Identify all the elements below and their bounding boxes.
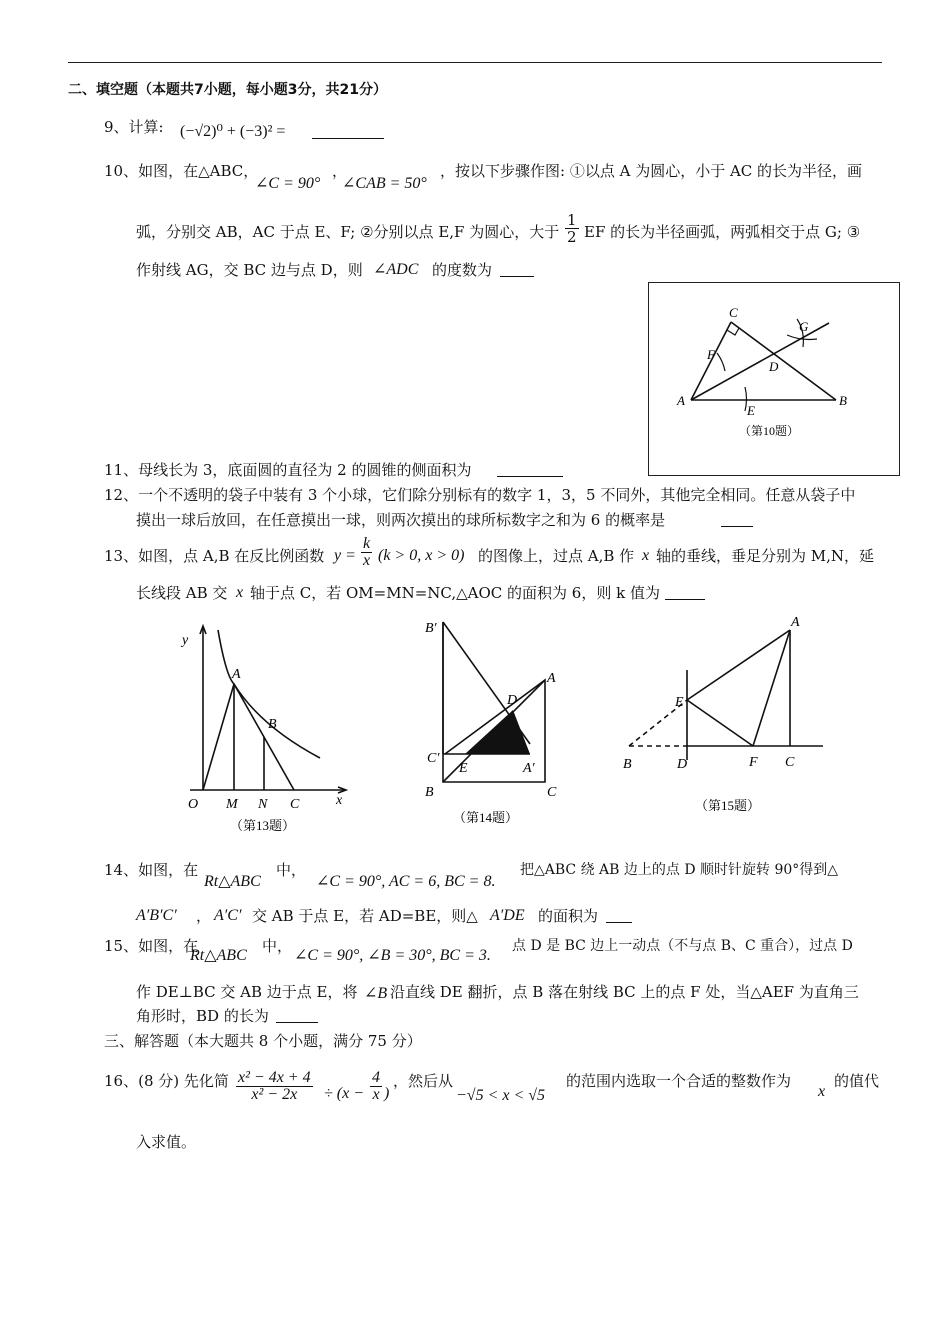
q10-text-1: ，按以下步骤作图: ①以点 A 为圆心，小于 AC 的长为半径，画 <box>440 162 863 180</box>
q13-func-lhs: y = <box>334 547 356 564</box>
figure-14 <box>415 612 575 832</box>
label-g: G <box>799 319 809 334</box>
label-y: y <box>182 633 189 648</box>
q10-condition-c: ∠C = 90° <box>255 175 321 192</box>
q16-text-3: 的值代 <box>834 1072 880 1090</box>
q15-angle-b: ∠B <box>364 985 388 1002</box>
q15-triangle: Rt△ABC <box>190 947 247 964</box>
q13-text-1a: 13、如图，点 A,B 在反比例函数 <box>104 547 325 565</box>
segment-cb <box>731 322 836 400</box>
q10-text-2b: EF 的长为半径画弧，两弧相交于点 G; ③ <box>584 223 861 241</box>
q14-triangle: Rt△ABC <box>204 873 261 890</box>
figure-10-caption: （第10题） <box>739 424 800 438</box>
label-e: E <box>459 761 468 776</box>
q14-mid: 中， <box>276 861 307 879</box>
q16-range: −√5 < x < √5 <box>456 1087 546 1104</box>
label-b: B <box>425 785 434 800</box>
q10-angle-adc: ∠ADC <box>373 261 419 278</box>
label-m: M <box>226 797 238 812</box>
q16-var-x: x <box>818 1083 826 1100</box>
label-c-prime: C′ <box>427 751 440 766</box>
triangle-abc-dashed <box>443 622 545 782</box>
q9-answer-blank[interactable] <box>312 124 384 139</box>
q10-text-2a: 弧，分别交 AB，AC 于点 E、F; ②分别以点 E,F 为圆心，大于 <box>136 223 560 241</box>
q9-expression: (−√2)⁰ + (−3)² = <box>180 123 286 140</box>
label-x: x <box>336 793 343 808</box>
label-f: F <box>707 347 715 362</box>
label-o: O <box>188 797 199 812</box>
q15-condition: ∠C = 90°, ∠B = 30°, BC = 3. <box>294 947 491 964</box>
label-n: N <box>258 797 268 812</box>
q11-text: 11、母线长为 3，底面圆的直径为 2 的圆锥的侧面积为 <box>104 461 472 479</box>
segment-fa <box>753 630 790 746</box>
q16-fraction-main: $\frac{\text{x² − 4x + 4}}{\text{x² − 2x}}$ <box>238 1069 311 1103</box>
q14-condition: ∠C = 90°, AC = 6, BC = 8. <box>316 873 496 890</box>
label-a: A <box>791 615 800 630</box>
q12-text-2: 摸出一球后放回，在任意摸出一球，则两次摸出的球所标数字之和为 6 的概率是 <box>136 511 666 529</box>
q15-text-1: 点 D 是 BC 边上一动点（不与点 B、C 重合），过点 D <box>512 938 853 954</box>
q14-text-3: 的面积为 <box>538 907 599 925</box>
q13-text-2b: 轴于点 C，若 OM=MN=NC,△AOC 的面积为 6，则 k 值为 <box>250 584 660 602</box>
segment-ea <box>687 630 790 700</box>
q15-answer-blank[interactable] <box>276 1008 318 1023</box>
q16-text-line2: 入求值。 <box>136 1133 197 1151</box>
q14-triangle-2: A′B′C′ <box>136 907 177 924</box>
q15-label: 15、如图，在 <box>104 937 199 955</box>
q13-text-1c: 轴的垂线，垂足分别为 M,N，延 <box>656 547 875 565</box>
label-a: A <box>677 393 685 408</box>
q13-text-2a: 长线段 AB 交 <box>136 584 228 602</box>
q13-var-x: x <box>642 547 650 564</box>
label-b-prime: B′ <box>425 621 437 636</box>
arc-f <box>717 353 725 371</box>
label-e: E <box>675 695 684 710</box>
label-b: B <box>839 393 847 408</box>
figure-13-caption: （第13题） <box>230 818 296 833</box>
header-rule <box>68 62 882 63</box>
label-c: C <box>785 755 795 770</box>
figure-10 <box>648 282 900 476</box>
label-d: D <box>677 757 688 772</box>
label-b: B <box>623 757 632 772</box>
label-c: C <box>729 305 738 320</box>
q14-text-1: 把△ABC 绕 AB 边上的点 D 顺时针旋转 90°得到△ <box>520 862 839 878</box>
q15-text-2a: 作 DE⊥BC 交 AB 边于点 E，将 <box>136 983 358 1001</box>
q16-text-2: 的范围内选取一个合适的整数作为 <box>566 1072 792 1090</box>
q15-text-2b: 沿直线 DE 翻折，点 B 落在射线 BC 上的点 F 处，当△AEF 为直角三 <box>390 983 859 1001</box>
q14-answer-blank[interactable] <box>606 908 632 923</box>
q14-separator: ， <box>196 907 212 925</box>
label-d: D <box>769 359 779 374</box>
q14-triangle-3: A′DE <box>490 907 525 924</box>
q10-answer-blank[interactable] <box>500 262 534 277</box>
q10-label: 10、如图，在△ABC， <box>104 162 259 180</box>
q16-label: 16、(8 分) 先化简 <box>104 1072 229 1090</box>
label-a: A <box>547 671 556 686</box>
q10-fraction: $\frac{1}{2}$ <box>567 211 577 246</box>
label-c: C <box>290 797 300 812</box>
segment-oa <box>203 684 234 790</box>
q13-var-x-2: x <box>236 584 244 601</box>
q13-func-frac: $\frac{k}{x}$ <box>363 535 371 569</box>
q11-answer-blank[interactable] <box>497 462 563 477</box>
q10-condition-cab: ∠CAB = 50° <box>342 175 427 192</box>
label-d: D <box>507 693 518 708</box>
segment-ef <box>687 700 753 746</box>
label-a-prime: A′ <box>523 761 535 776</box>
section-3-title: 三、解答题（本大题共 8 个小题，满分 75 分） <box>104 1032 422 1050</box>
q13-text-1b: 的图像上，过点 A,B 作 <box>478 547 635 565</box>
q13-func-cond: (k > 0, x > 0) <box>378 547 465 564</box>
section-2-title: 二、填空题（本题共7小题，每小题3分，共21分） <box>68 82 387 98</box>
q14-segment: A′C′ <box>214 907 242 924</box>
q12-text-1: 12、一个不透明的袋子中装有 3 个小球，它们除分别标有的数字 1，3，5 不同外，其他完全相同。任意从袋子中 <box>104 486 856 504</box>
figure-10-drawing <box>649 283 899 475</box>
label-f: F <box>749 755 758 770</box>
figure-14-caption: （第14题） <box>453 810 519 825</box>
q15-mid: 中， <box>262 937 293 955</box>
q14-label: 14、如图，在 <box>104 861 199 879</box>
q14-text-2: 交 AB 于点 E，若 AD=BE，则△ <box>252 907 478 925</box>
q16-text-1: ，然后从 <box>393 1072 454 1090</box>
figure-15 <box>615 610 835 830</box>
q16-fraction-inner: $\frac{4}{x}$ <box>372 1069 380 1103</box>
q10-text-3a: 作射线 AG，交 BC 边与点 D，则 <box>136 261 363 279</box>
label-a: A <box>232 667 241 682</box>
q10-text-3b: 的度数为 <box>432 261 493 279</box>
q16-close-paren: ) <box>384 1085 390 1102</box>
figure-15-caption: （第15题） <box>695 798 761 813</box>
label-b: B <box>268 717 277 732</box>
right-angle-mark <box>727 328 739 335</box>
figure-13 <box>160 618 360 838</box>
label-c: C <box>547 785 557 800</box>
q9-label: 9、计算: <box>104 118 164 136</box>
q12-answer-blank[interactable] <box>721 512 753 527</box>
label-e: E <box>747 403 755 418</box>
q16-divide: ÷ (x − <box>324 1085 365 1102</box>
q13-answer-blank[interactable] <box>665 585 705 600</box>
q15-text-3: 角形时，BD 的长为 <box>136 1007 269 1025</box>
q10-separator: ， <box>332 162 348 180</box>
